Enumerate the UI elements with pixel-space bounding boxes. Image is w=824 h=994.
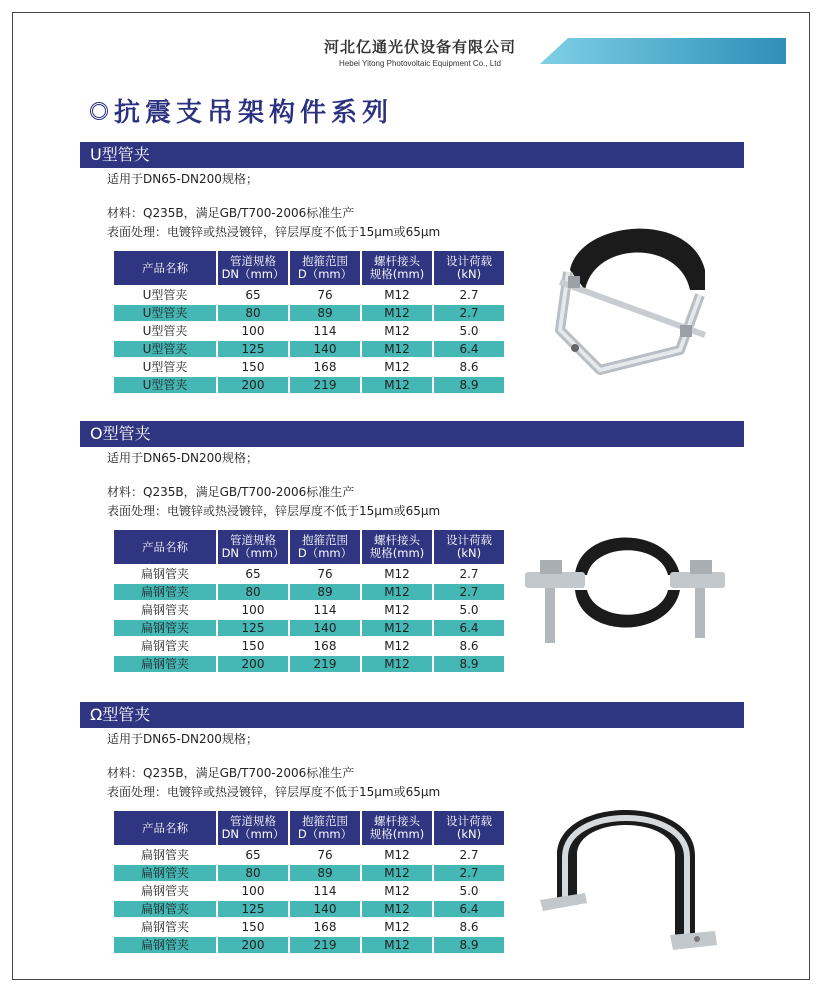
table-cell: M12	[362, 602, 432, 618]
table-cell: 扁钢管夹	[114, 566, 216, 582]
table-cell: M12	[362, 305, 432, 321]
table-cell: 219	[290, 656, 360, 672]
table-row	[114, 847, 504, 863]
table-cell: M12	[362, 620, 432, 636]
table-cell: 扁钢管夹	[114, 865, 216, 881]
table-cell: M12	[362, 377, 432, 393]
table-cell: 168	[290, 638, 360, 654]
table-cell: 8.9	[434, 937, 504, 953]
company-name-cn: 河北亿通光伏设备有限公司	[323, 38, 516, 56]
table-cell: U型管夹	[114, 305, 216, 321]
column-header: 管道规格 DN（mm）	[218, 811, 288, 845]
table-cell: 114	[290, 602, 360, 618]
table-row	[114, 341, 504, 357]
spec-table	[112, 249, 506, 395]
table-header-row	[114, 530, 504, 564]
table-cell: 76	[290, 566, 360, 582]
table-cell: 125	[218, 901, 288, 917]
table-cell: 76	[290, 847, 360, 863]
table-row	[114, 901, 504, 917]
section-apply-text: 适用于DN65-DN200规格；	[107, 732, 258, 746]
table-cell: 89	[290, 305, 360, 321]
table-cell: 125	[218, 620, 288, 636]
table-cell: 2.7	[434, 305, 504, 321]
table-cell: 6.4	[434, 341, 504, 357]
column-header: 设计荷载 (kN)	[434, 530, 504, 564]
table-cell: 200	[218, 937, 288, 953]
column-header: 产品名称	[114, 251, 216, 285]
table-cell: U型管夹	[114, 323, 216, 339]
table-cell: 125	[218, 341, 288, 357]
table-cell: M12	[362, 341, 432, 357]
table-cell: M12	[362, 323, 432, 339]
table-cell: 5.0	[434, 323, 504, 339]
table-cell: 200	[218, 377, 288, 393]
table-cell: 扁钢管夹	[114, 656, 216, 672]
column-header: 管道规格 DN（mm）	[218, 251, 288, 285]
table-cell: 100	[218, 883, 288, 899]
section-apply-text: 适用于DN65-DN200规格；	[107, 451, 258, 465]
table-cell: M12	[362, 359, 432, 375]
table-cell: 2.7	[434, 865, 504, 881]
table-header-row	[114, 251, 504, 285]
table-cell: 65	[218, 566, 288, 582]
section-material-text: 材料：Q235B，满足GB/T700-2006标准生产	[107, 206, 355, 220]
table-cell: 150	[218, 359, 288, 375]
table-row	[114, 638, 504, 654]
table-cell: 扁钢管夹	[114, 602, 216, 618]
section-o-clamp	[80, 421, 744, 671]
table-cell: 80	[218, 865, 288, 881]
section-material-text: 材料：Q235B，满足GB/T700-2006标准生产	[107, 485, 355, 499]
table-cell: 140	[290, 901, 360, 917]
table-row	[114, 323, 504, 339]
table-cell: 扁钢管夹	[114, 901, 216, 917]
table-cell: 219	[290, 377, 360, 393]
table-cell: U型管夹	[114, 287, 216, 303]
table-cell: 2.7	[434, 584, 504, 600]
column-header: 管道规格 DN（mm）	[218, 530, 288, 564]
table-row	[114, 566, 504, 582]
table-cell: M12	[362, 901, 432, 917]
table-header-row	[114, 811, 504, 845]
table-cell: 扁钢管夹	[114, 847, 216, 863]
section-surface-text: 表面处理：电镀锌或热浸镀锌，锌层厚度不低于15μm或65μm	[107, 504, 441, 518]
table-cell: 8.6	[434, 638, 504, 654]
table-cell: 114	[290, 323, 360, 339]
table-cell: 168	[290, 919, 360, 935]
table-row	[114, 287, 504, 303]
table-cell: U型管夹	[114, 377, 216, 393]
section-material-text: 材料：Q235B，满足GB/T700-2006标准生产	[107, 766, 355, 780]
column-header: 抱箍范围 D（mm）	[290, 530, 360, 564]
section-title: U型管夹	[80, 142, 744, 168]
column-header: 抱箍范围 D（mm）	[290, 811, 360, 845]
page-title	[90, 92, 393, 129]
table-cell: 140	[290, 341, 360, 357]
table-row	[114, 937, 504, 953]
table-cell: 2.7	[434, 566, 504, 582]
table-cell: 140	[290, 620, 360, 636]
table-row	[114, 305, 504, 321]
table-row	[114, 883, 504, 899]
table-cell: 5.0	[434, 602, 504, 618]
table-cell: 扁钢管夹	[114, 620, 216, 636]
table-cell: 扁钢管夹	[114, 937, 216, 953]
section-title: O型管夹	[80, 421, 744, 447]
company-name-en: Hebei Yitong Photovoltaic Equipment Co., Ltd	[339, 59, 501, 68]
table-cell: M12	[362, 937, 432, 953]
table-row	[114, 656, 504, 672]
table-cell: M12	[362, 847, 432, 863]
column-header: 产品名称	[114, 530, 216, 564]
table-row	[114, 584, 504, 600]
table-cell: 2.7	[434, 287, 504, 303]
table-cell: M12	[362, 865, 432, 881]
table-cell: 65	[218, 287, 288, 303]
table-cell: 8.9	[434, 377, 504, 393]
table-cell: 扁钢管夹	[114, 883, 216, 899]
table-cell: M12	[362, 566, 432, 582]
column-header: 产品名称	[114, 811, 216, 845]
omega-clamp-photo	[535, 785, 735, 965]
table-row	[114, 865, 504, 881]
table-cell: 6.4	[434, 620, 504, 636]
table-row	[114, 602, 504, 618]
table-row	[114, 377, 504, 393]
table-cell: 8.6	[434, 359, 504, 375]
table-cell: 80	[218, 305, 288, 321]
section-surface-text: 表面处理：电镀锌或热浸镀锌，锌层厚度不低于15μm或65μm	[107, 225, 441, 239]
table-cell: 8.6	[434, 919, 504, 935]
page-title-text: 抗震支吊架构件系列	[114, 98, 394, 128]
table-cell: 168	[290, 359, 360, 375]
table-cell: M12	[362, 883, 432, 899]
table-cell: 6.4	[434, 901, 504, 917]
table-row	[114, 359, 504, 375]
table-cell: 114	[290, 883, 360, 899]
table-cell: M12	[362, 287, 432, 303]
table-cell: 5.0	[434, 883, 504, 899]
table-cell: 200	[218, 656, 288, 672]
table-cell: 219	[290, 937, 360, 953]
u-clamp-photo	[540, 210, 720, 380]
section-surface-text: 表面处理：电镀锌或热浸镀锌，锌层厚度不低于15μm或65μm	[107, 785, 441, 799]
column-header: 螺杆接头 规格(mm)	[362, 811, 432, 845]
table-row	[114, 919, 504, 935]
column-header: 螺杆接头 规格(mm)	[362, 530, 432, 564]
table-cell: M12	[362, 638, 432, 654]
table-cell: 150	[218, 638, 288, 654]
table-cell: M12	[362, 584, 432, 600]
company-header	[300, 36, 540, 68]
table-cell: 89	[290, 584, 360, 600]
table-cell: U型管夹	[114, 341, 216, 357]
table-cell: 100	[218, 602, 288, 618]
table-cell: 8.9	[434, 656, 504, 672]
table-cell: 65	[218, 847, 288, 863]
table-cell: 扁钢管夹	[114, 919, 216, 935]
header-accent-bar	[540, 38, 786, 64]
table-cell: 扁钢管夹	[114, 638, 216, 654]
spec-table	[112, 528, 506, 674]
section-apply-text: 适用于DN65-DN200规格；	[107, 172, 258, 186]
double-circle-icon	[90, 102, 108, 120]
column-header: 螺杆接头 规格(mm)	[362, 251, 432, 285]
column-header: 设计荷载 (kN)	[434, 811, 504, 845]
table-row	[114, 620, 504, 636]
spec-table	[112, 809, 506, 955]
table-cell: 76	[290, 287, 360, 303]
table-cell: 100	[218, 323, 288, 339]
section-title: Ω型管夹	[80, 702, 744, 728]
table-cell: M12	[362, 919, 432, 935]
table-cell: 80	[218, 584, 288, 600]
o-clamp-photo	[520, 520, 730, 650]
table-cell: 2.7	[434, 847, 504, 863]
column-header: 抱箍范围 D（mm）	[290, 251, 360, 285]
table-cell: 扁钢管夹	[114, 584, 216, 600]
table-cell: M12	[362, 656, 432, 672]
table-cell: 150	[218, 919, 288, 935]
table-cell: 89	[290, 865, 360, 881]
table-cell: U型管夹	[114, 359, 216, 375]
column-header: 设计荷载 (kN)	[434, 251, 504, 285]
